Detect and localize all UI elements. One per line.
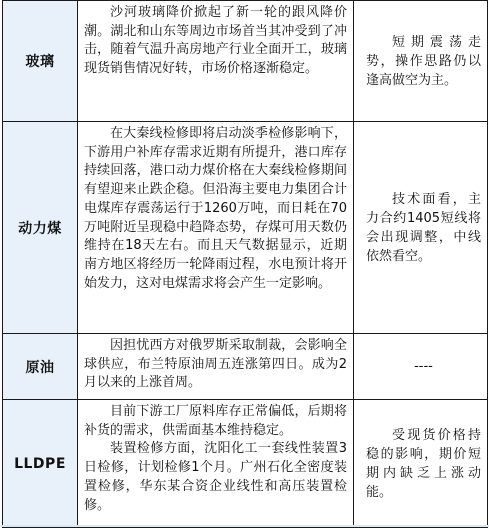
category-cell: 玻璃 bbox=[3, 1, 78, 122]
view-text: ---- bbox=[414, 359, 433, 374]
category-cell: 动力煤 bbox=[3, 122, 78, 334]
view-cell bbox=[354, 1, 488, 122]
news-paragraph: 沙河玻璃降价掀起了新一轮的跟风降价潮。湖北和山东等周边市场首当其冲受到了冲击，随着气温升高房地产行业全面开工，玻璃现货销售情况好转，市场价格逐渐稳定。 bbox=[84, 5, 347, 77]
table-row bbox=[3, 1, 488, 122]
news-cell bbox=[78, 400, 354, 528]
table-row bbox=[3, 334, 488, 400]
news-cell bbox=[78, 122, 354, 334]
news-paragraph: 在大秦线检修即将启动淡季检修影响下，下游用户补库存需求近期有所提升，港口库存持续回落，港口动力煤价格在大秦线检修期间有望迎来止跌企稳。但沿海主要电力集团合计电煤库存震荡运行于1260万吨，而日耗在70万吨附近呈现稳中趋降态势，存煤可用天数仍维持在18天左右。而且天气数据显示，近期南方地区将经历一轮降雨过程，水电预计将开始发力，这对电煤需求将会产生一定影响。 bbox=[84, 126, 347, 291]
view-text: 技术面看，主力合约1405短线将会出现调整，中线依然看空。 bbox=[366, 191, 481, 264]
category-cell: LLDPE bbox=[3, 400, 78, 528]
view-text: 受现货价格持稳的影响，期价短期内缺乏上涨动能。 bbox=[366, 427, 481, 500]
news-paragraph: 因担忧西方对俄罗斯采取制裁，会影响全球供应，布兰特原油周五连涨第四日。成为2月以来的上涨首周。 bbox=[84, 338, 347, 391]
view-text: 短期震荡走势，操作思路仍以逢高做空为主。 bbox=[366, 34, 481, 88]
news-paragraph: 目前下游工厂原料库存正常偏低，后期将补货的需求，供需面基本维持稳定。 bbox=[84, 404, 347, 438]
news-cell bbox=[78, 334, 354, 400]
view-cell bbox=[354, 122, 488, 334]
view-cell bbox=[354, 334, 488, 400]
news-paragraph: 装置检修方面，沈阳化工一套线性装置3日检修，计划检修1个月。广州石化全密度装置检修，华东某合资企业线性和高压装置检修。 bbox=[84, 441, 347, 513]
news-cell bbox=[78, 1, 354, 122]
commodity-analysis-table bbox=[2, 0, 488, 528]
view-cell bbox=[354, 400, 488, 528]
table-row bbox=[3, 400, 488, 528]
table-row bbox=[3, 122, 488, 334]
category-cell: 原油 bbox=[3, 334, 78, 400]
